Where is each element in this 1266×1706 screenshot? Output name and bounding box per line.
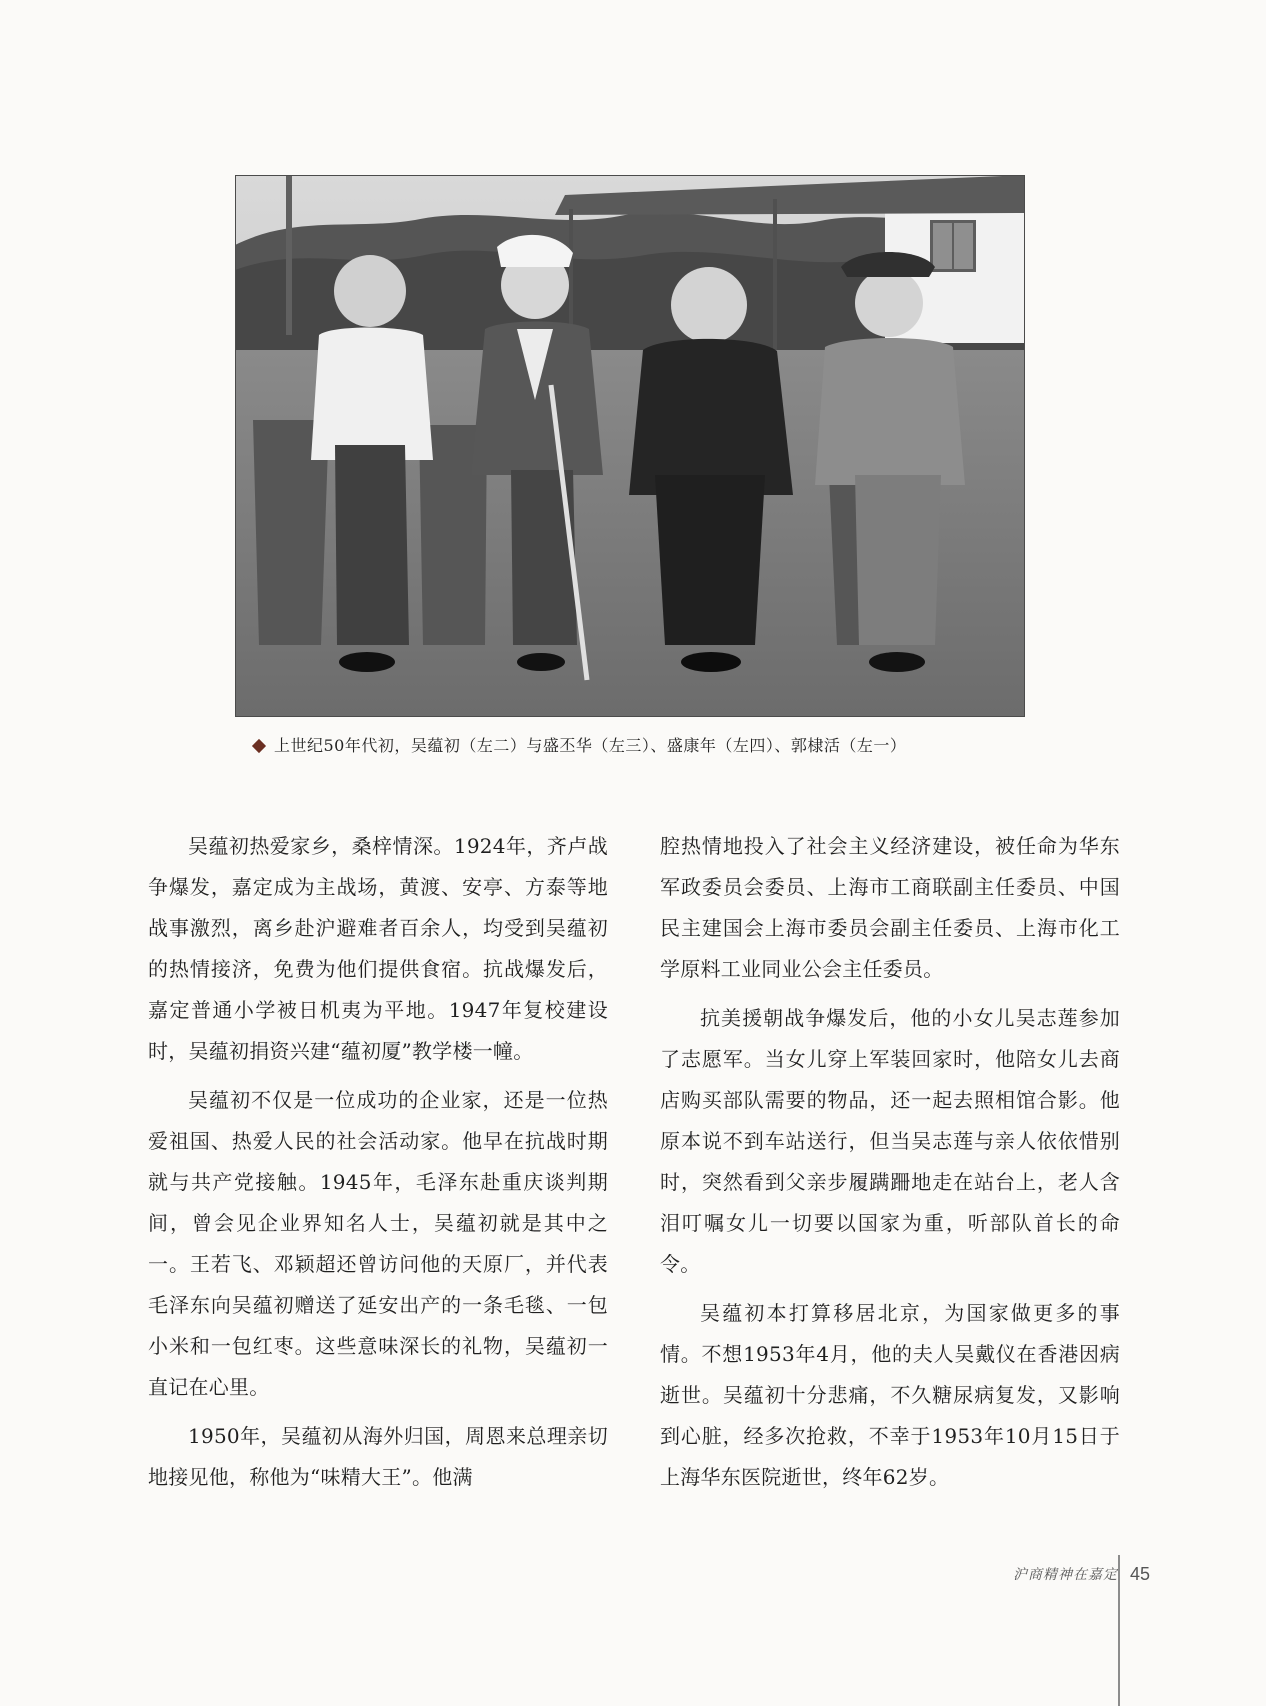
right-paragraph-1: 腔热情地投入了社会主义经济建设，被任命为华东军政委员会委员、上海市工商联副主任委员、中国民主建国会上海市委员会副主任委员、上海市化工学原料工业同业公会主任委员。: [660, 834, 1120, 981]
article-column-right: [660, 826, 1120, 1506]
article-column-left: [148, 826, 608, 1506]
page-number: 45: [1129, 1563, 1150, 1584]
left-paragraph-3: 1950年，吴蕴初从海外归国，周恩来总理亲切地接见他，称他为“味精大王”。他满: [148, 1424, 608, 1489]
right-paragraph-2: 抗美援朝战争爆发后，他的小女儿吴志莲参加了志愿军。当女儿穿上军装回家时，他陪女儿去商店购买部队需要的物品，还一起去照相馆合影。他原本说不到车站送行，但当吴志莲与亲人依依惜别时，突然看到父亲步履蹒跚地走在站台上，老人含泪叮嘱女儿一切要以国家为重，听部队首长的命令。: [660, 1006, 1120, 1276]
footer-divider: [1118, 1555, 1120, 1706]
left-paragraph-2: 吴蕴初不仅是一位成功的企业家，还是一位热爱祖国、热爱人民的社会活动家。他早在抗战时期就与共产党接触。1945年，毛泽东赴重庆谈判期间，曾会见企业界知名人士，吴蕴初就是其中之一。王若飞、邓颖超还曾访问他的天原厂，并代表毛泽东向吴蕴初赠送了延安出产的一条毛毯、一包小米和一包红枣。这些意味深长的礼物，吴蕴初一直记在心里。: [148, 1088, 608, 1399]
footer-title: 沪商精神在嘉定: [1012, 1567, 1118, 1583]
caption-text: 上世纪50年代初，吴蕴初（左二）与盛丕华（左三）、盛康年（左四）、郭棣活（左一）: [274, 736, 907, 755]
left-paragraph-1: 吴蕴初热爱家乡，桑梓情深。1924年，齐卢战争爆发，嘉定成为主战场，黄渡、安亭、方泰等地战事激烈，离乡赴沪避难者百余人，均受到吴蕴初的热情接济，免费为他们提供食宿。抗战爆发后，嘉定普通小学被日机夷为平地。1947年复校建设时，吴蕴初捐资兴建“蕴初厦”教学楼一幢。: [148, 834, 608, 1063]
caption-diamond-icon: [252, 739, 266, 753]
group-portrait-illustration: [235, 175, 1025, 717]
right-paragraph-3: 吴蕴初本打算移居北京，为国家做更多的事情。不想1953年4月，他的夫人吴戴仪在香港因病逝世。吴蕴初十分悲痛，不久糖尿病复发，又影响到心脏，经多次抢救，不幸于1953年10月15日于上海华东医院逝世，终年62岁。: [660, 1301, 1120, 1489]
photo-caption: [252, 732, 1032, 760]
historical-photo: [235, 175, 1025, 717]
page-footer: [1013, 1560, 1150, 1588]
